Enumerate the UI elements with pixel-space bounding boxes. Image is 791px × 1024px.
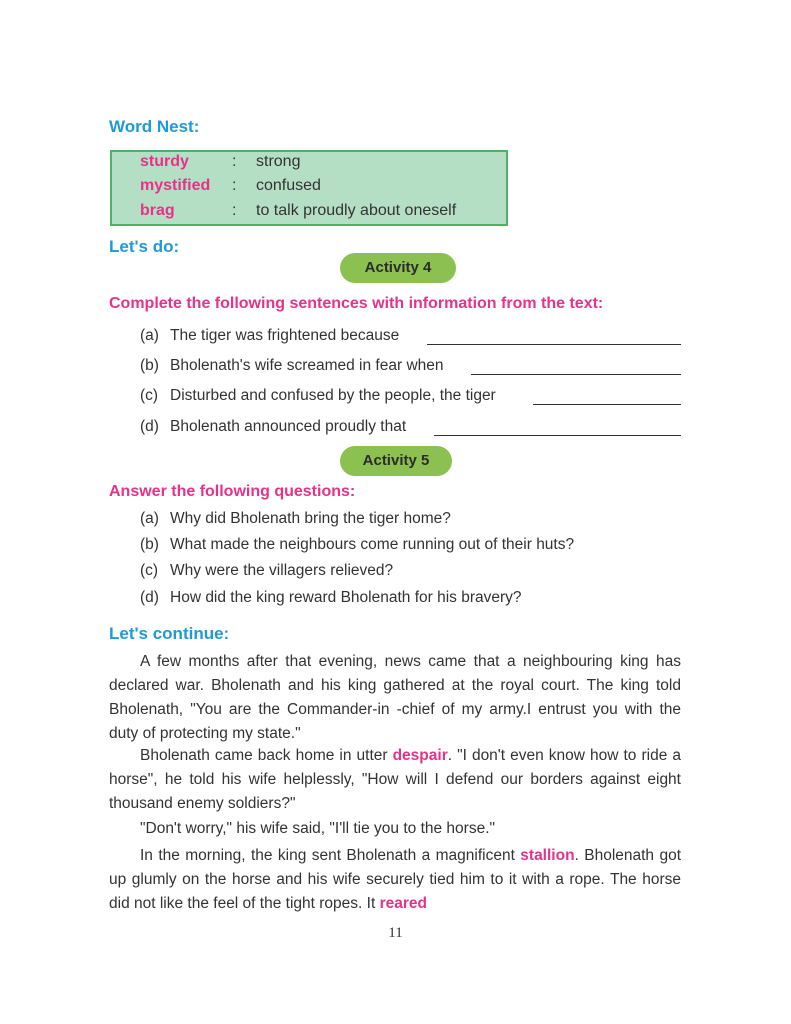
- paragraph-text: Bholenath came back home in utter: [140, 747, 393, 764]
- story-paragraph: [109, 744, 681, 816]
- word-nest-word: sturdy: [140, 153, 189, 170]
- word-nest-word: brag: [140, 202, 175, 219]
- item-text: Why did Bholenath bring the tiger home?: [170, 510, 451, 527]
- word-nest-meaning: confused: [256, 177, 321, 194]
- lets-do-heading: Let's do:: [109, 237, 180, 256]
- item-label: (b): [140, 357, 159, 374]
- page-number: 11: [388, 925, 403, 941]
- item-text: How did the king reward Bholenath for his bravery?: [170, 589, 522, 606]
- item-text: Bholenath announced proudly that: [170, 418, 407, 435]
- word-nest-colon: :: [232, 202, 237, 219]
- item-label: (c): [140, 387, 159, 404]
- fill-in-item: [140, 327, 399, 345]
- activity-5-badge: Activity 5: [340, 446, 452, 476]
- activity-4-badge: Activity 4: [340, 253, 456, 283]
- item-label: (d): [140, 589, 159, 606]
- item-text: Why were the villagers relieved?: [170, 562, 394, 579]
- item-label: (b): [140, 536, 159, 553]
- question-item: [140, 562, 393, 580]
- activity-5-instruction: Answer the following questions:: [109, 483, 356, 500]
- item-label: (a): [140, 327, 159, 344]
- lets-continue-heading: Let's continue:: [109, 624, 230, 643]
- paragraph-text: In the morning, the king sent Bholenath a magnificent: [140, 847, 521, 864]
- item-text: Bholenath's wife screamed in fear when: [170, 357, 444, 374]
- word-nest-heading: Word Nest:: [109, 117, 200, 136]
- item-label: (d): [140, 418, 159, 435]
- word-nest-meaning: strong: [256, 153, 301, 170]
- vocab-highlight: stallion: [520, 847, 575, 864]
- paragraph-text: . Bholenath got up glumly on the horse and his wife securely tied him to it with a rope. The horse did not like the feel of the tight ropes. It: [109, 847, 681, 912]
- activity-4-instruction: Complete the following sentences with information from the text:: [109, 295, 604, 312]
- word-nest-word: mystified: [140, 177, 211, 194]
- answer-blank[interactable]: [471, 374, 681, 375]
- item-text: What made the neighbours come running out of their huts?: [170, 536, 575, 553]
- paragraph-text: "Don't worry," his wife said, "I'll tie you to the horse.": [140, 820, 496, 837]
- question-item: [140, 510, 451, 528]
- story-paragraph: [109, 844, 681, 916]
- paragraph-text: A few months after that evening, news came that a neighbouring king has declared war. Bholenath and his king gathered at the royal court. The king told Bholenath, "You are the Commander-in -chief of my army.I entrust you with the duty of protecting my state.": [109, 653, 681, 742]
- question-item: [140, 536, 574, 554]
- answer-blank[interactable]: [427, 344, 681, 345]
- item-label: (c): [140, 562, 159, 579]
- word-nest-colon: :: [232, 177, 237, 194]
- story-paragraph: [109, 817, 681, 841]
- vocab-highlight: reared: [379, 895, 427, 912]
- fill-in-item: [140, 357, 444, 375]
- question-item: [140, 589, 522, 607]
- item-text: The tiger was frightened because: [170, 327, 400, 344]
- fill-in-item: [140, 387, 496, 405]
- item-label: (a): [140, 510, 159, 527]
- story-paragraph: [109, 650, 681, 746]
- word-nest-box: [110, 150, 508, 226]
- answer-blank[interactable]: [533, 404, 681, 405]
- answer-blank[interactable]: [434, 435, 681, 436]
- paragraph-text: . "I don't even know how to ride a horse", he told his wife helplessly, "How will I defend our borders against eight thousand enemy soldiers?": [109, 747, 681, 812]
- word-nest-colon: :: [232, 153, 237, 170]
- item-text: Disturbed and confused by the people, the tiger: [170, 387, 496, 404]
- vocab-highlight: despair: [392, 747, 448, 764]
- fill-in-item: [140, 418, 406, 436]
- word-nest-meaning: to talk proudly about oneself: [256, 202, 457, 219]
